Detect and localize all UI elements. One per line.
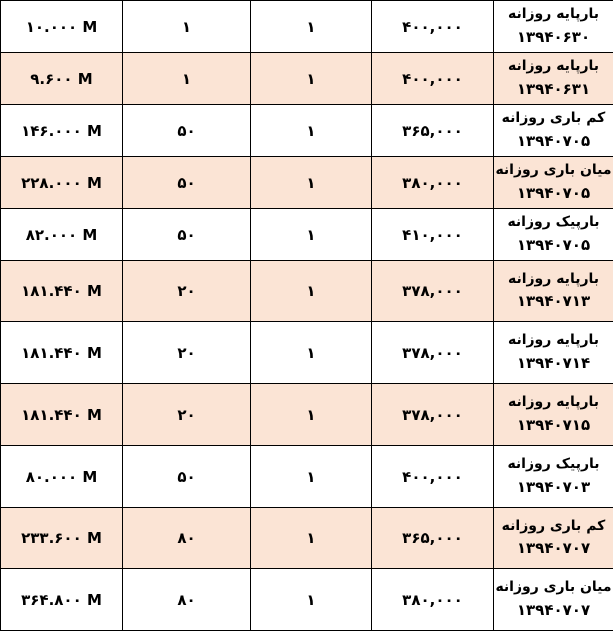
- qty-cell: ۱: [123, 1, 251, 53]
- price-cell: ۴۱۰,۰۰۰: [372, 209, 494, 261]
- description-cell: [494, 508, 613, 569]
- table-row: [1, 322, 613, 384]
- table-row: [1, 508, 613, 569]
- price-cell: ۴۰۰,۰۰۰: [372, 446, 494, 508]
- product-name: بارپیک روزانه: [507, 456, 600, 473]
- product-name: بارپایه روزانه: [507, 270, 600, 287]
- qty-cell: ۸۰: [123, 508, 251, 569]
- table-row: [1, 157, 613, 209]
- table-row: [1, 446, 613, 508]
- trade-date: ۱۳۹۴۰۷۱۵: [516, 415, 591, 434]
- total-cell: ۲۲۸.۰۰۰ M: [1, 157, 123, 209]
- trade-date: ۱۳۹۴۰۷۱۴: [516, 353, 591, 372]
- table-row: [1, 105, 613, 157]
- qty-cell: ۲۰: [123, 261, 251, 322]
- count-cell: ۱: [251, 157, 372, 209]
- count-cell: ۱: [251, 261, 372, 322]
- qty-cell: ۵۰: [123, 446, 251, 508]
- trade-date: ۱۳۹۴۰۶۳۱: [516, 79, 591, 98]
- table-row: [1, 261, 613, 322]
- price-cell: ۴۰۰,۰۰۰: [372, 1, 494, 53]
- trade-date: ۱۳۹۴۰۷۰۵: [516, 131, 591, 150]
- trade-date: ۱۳۹۴۰۷۰۵: [516, 235, 591, 254]
- total-cell: ۸۲.۰۰۰ M: [1, 209, 123, 261]
- trade-date: ۱۳۹۴۰۶۳۰: [516, 27, 591, 46]
- product-name: کم باری روزانه: [501, 110, 606, 127]
- count-cell: ۱: [251, 53, 372, 105]
- description-cell: [494, 569, 613, 631]
- trade-date: ۱۳۹۴۰۷۰۳: [516, 477, 591, 496]
- qty-cell: ۵۰: [123, 105, 251, 157]
- product-name: بارپایه روزانه: [507, 58, 600, 75]
- count-cell: ۱: [251, 384, 372, 446]
- trade-date: ۱۳۹۴۰۷۰۵: [516, 183, 591, 202]
- count-cell: ۱: [251, 508, 372, 569]
- total-cell: ۲۳۳.۶۰۰ M: [1, 508, 123, 569]
- description-cell: [494, 209, 613, 261]
- trade-date: ۱۳۹۴۰۷۰۷: [516, 539, 591, 558]
- product-name: بارپایه روزانه: [507, 6, 600, 23]
- description-cell: [494, 446, 613, 508]
- price-cell: ۳۷۸,۰۰۰: [372, 384, 494, 446]
- table-row: [1, 1, 613, 53]
- total-cell: ۱۰.۰۰۰ M: [1, 1, 123, 53]
- count-cell: ۱: [251, 569, 372, 631]
- count-cell: ۱: [251, 105, 372, 157]
- table-row: [1, 209, 613, 261]
- price-cell: ۴۰۰,۰۰۰: [372, 53, 494, 105]
- total-cell: ۹.۶۰۰ M: [1, 53, 123, 105]
- price-cell: ۳۶۵,۰۰۰: [372, 508, 494, 569]
- product-name: بارپایه روزانه: [507, 332, 600, 349]
- table-row: [1, 569, 613, 631]
- count-cell: ۱: [251, 322, 372, 384]
- qty-cell: ۵۰: [123, 209, 251, 261]
- qty-cell: ۲۰: [123, 322, 251, 384]
- product-name: میان باری روزانه: [495, 579, 612, 596]
- price-cell: ۳۶۵,۰۰۰: [372, 105, 494, 157]
- price-cell: ۳۸۰,۰۰۰: [372, 157, 494, 209]
- product-name: کم باری روزانه: [501, 517, 606, 534]
- price-cell: ۳۷۸,۰۰۰: [372, 322, 494, 384]
- product-name: بارپیک روزانه: [507, 214, 600, 231]
- product-name: بارپایه روزانه: [507, 394, 600, 411]
- count-cell: ۱: [251, 1, 372, 53]
- total-cell: ۱۴۶.۰۰۰ M: [1, 105, 123, 157]
- description-cell: [494, 261, 613, 322]
- description-cell: [494, 322, 613, 384]
- total-cell: ۳۶۴.۸۰۰ M: [1, 569, 123, 631]
- description-cell: [494, 53, 613, 105]
- table-row: [1, 53, 613, 105]
- description-cell: [494, 384, 613, 446]
- total-cell: ۱۸۱.۴۴۰ M: [1, 384, 123, 446]
- count-cell: ۱: [251, 209, 372, 261]
- total-cell: ۱۸۱.۴۴۰ M: [1, 261, 123, 322]
- product-name: میان باری روزانه: [495, 162, 612, 179]
- total-cell: ۱۸۱.۴۴۰ M: [1, 322, 123, 384]
- description-cell: [494, 157, 613, 209]
- description-cell: [494, 1, 613, 53]
- price-cell: ۳۸۰,۰۰۰: [372, 569, 494, 631]
- price-cell: ۳۷۸,۰۰۰: [372, 261, 494, 322]
- qty-cell: ۲۰: [123, 384, 251, 446]
- description-cell: [494, 105, 613, 157]
- table-row: [1, 384, 613, 446]
- trade-date: ۱۳۹۴۰۷۱۳: [516, 292, 591, 311]
- trade-date: ۱۳۹۴۰۷۰۷: [516, 600, 591, 619]
- qty-cell: ۸۰: [123, 569, 251, 631]
- count-cell: ۱: [251, 446, 372, 508]
- qty-cell: ۵۰: [123, 157, 251, 209]
- qty-cell: ۱: [123, 53, 251, 105]
- total-cell: ۸۰.۰۰۰ M: [1, 446, 123, 508]
